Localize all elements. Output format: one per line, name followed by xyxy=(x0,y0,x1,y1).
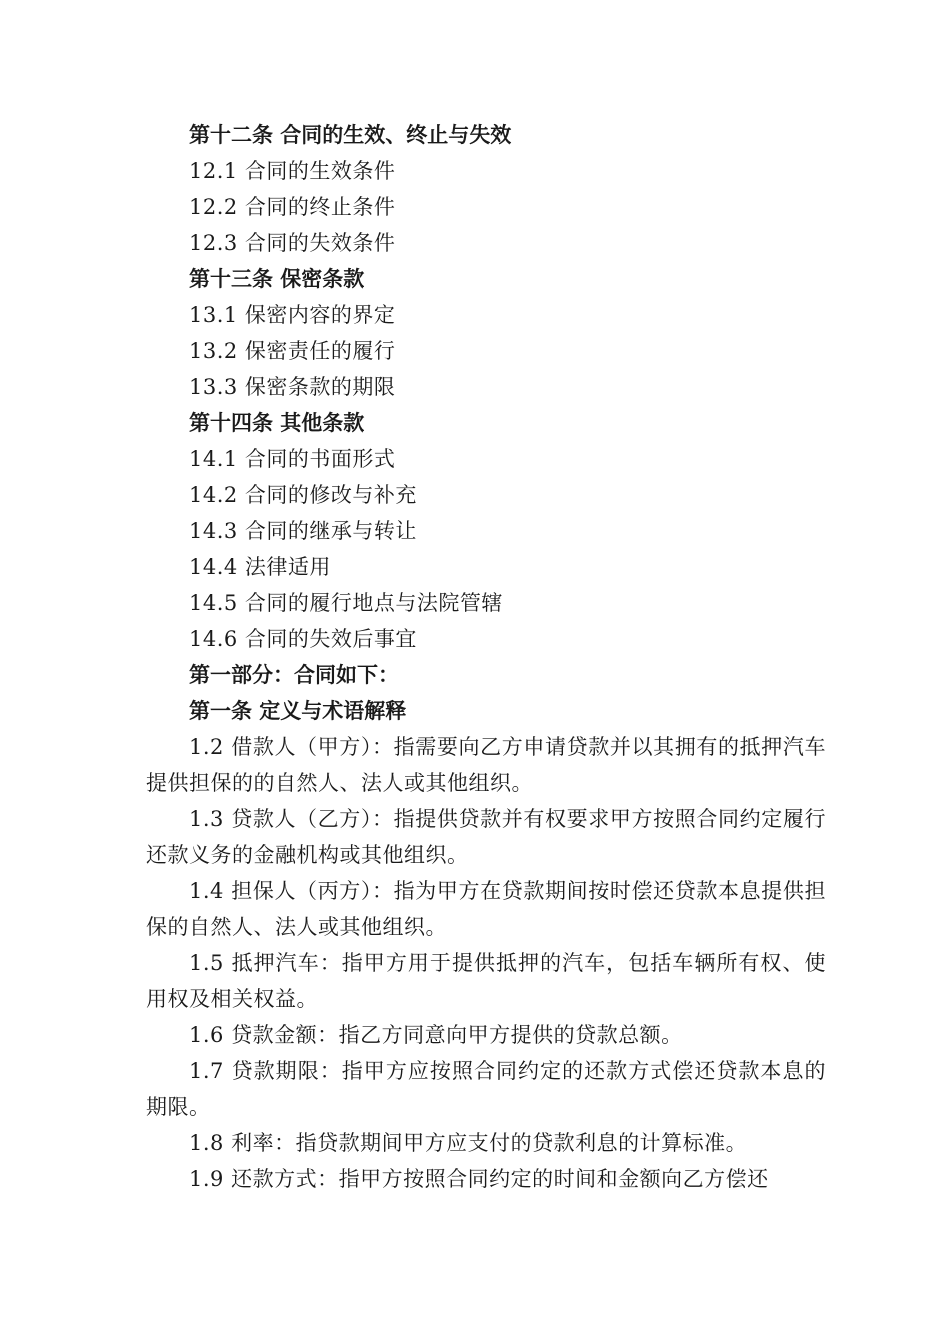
part-one-heading: 第一部分：合同如下： xyxy=(189,662,399,687)
toc-item-14-1: 14.1 合同的书面形式 xyxy=(189,447,396,471)
toc-item-14-2: 14.2 合同的修改与补充 xyxy=(189,483,417,507)
toc-item-14-5: 14.5 合同的履行地点与法院管辖 xyxy=(189,591,503,615)
toc-item-13-1: 13.1 保密内容的界定 xyxy=(189,303,396,327)
toc-item-13-2: 13.2 保密责任的履行 xyxy=(189,339,396,363)
toc-item-14-3: 14.3 合同的继承与转让 xyxy=(189,519,417,543)
article-13-heading: 第十三条 保密条款 xyxy=(189,266,365,291)
article-1-heading: 第一条 定义与术语解释 xyxy=(189,698,407,723)
toc-item-14-6: 14.6 合同的失效后事宜 xyxy=(189,627,417,651)
article-12-heading: 第十二条 合同的生效、终止与失效 xyxy=(189,122,512,147)
definition-1-4: 1.4 担保人（丙方）：指为甲方在贷款期间按时偿还贷款本息提供担保的自然人、法人或其他组织。 xyxy=(146,879,826,939)
definition-1-8: 1.8 利率：指贷款期间甲方应支付的贷款利息的计算标准。 xyxy=(189,1131,748,1155)
toc-item-13-3: 13.3 保密条款的期限 xyxy=(189,375,396,399)
document-page xyxy=(146,117,826,1197)
toc-item-14-4: 14.4 法律适用 xyxy=(189,555,331,579)
toc-item-12-1: 12.1 合同的生效条件 xyxy=(189,159,396,183)
article-14-heading: 第十四条 其他条款 xyxy=(189,410,365,435)
definition-1-6: 1.6 贷款金额：指乙方同意向甲方提供的贷款总额。 xyxy=(189,1023,683,1047)
definition-1-2: 1.2 借款人（甲方）：指需要向乙方申请贷款并以其拥有的抵押汽车提供担保的的自然人、法人或其他组织。 xyxy=(146,735,826,795)
definition-1-3: 1.3 贷款人（乙方）：指提供贷款并有权要求甲方按照合同约定履行还款义务的金融机构或其他组织。 xyxy=(146,807,826,867)
definition-1-5: 1.5 抵押汽车：指甲方用于提供抵押的汽车，包括车辆所有权、使用权及相关权益。 xyxy=(146,951,826,1011)
toc-item-12-2: 12.2 合同的终止条件 xyxy=(189,195,396,219)
definition-1-9: 1.9 还款方式：指甲方按照合同约定的时间和金额向乙方偿还 xyxy=(189,1167,769,1191)
definition-1-7: 1.7 贷款期限：指甲方应按照合同约定的还款方式偿还贷款本息的期限。 xyxy=(146,1059,826,1119)
toc-item-12-3: 12.3 合同的失效条件 xyxy=(189,231,396,255)
